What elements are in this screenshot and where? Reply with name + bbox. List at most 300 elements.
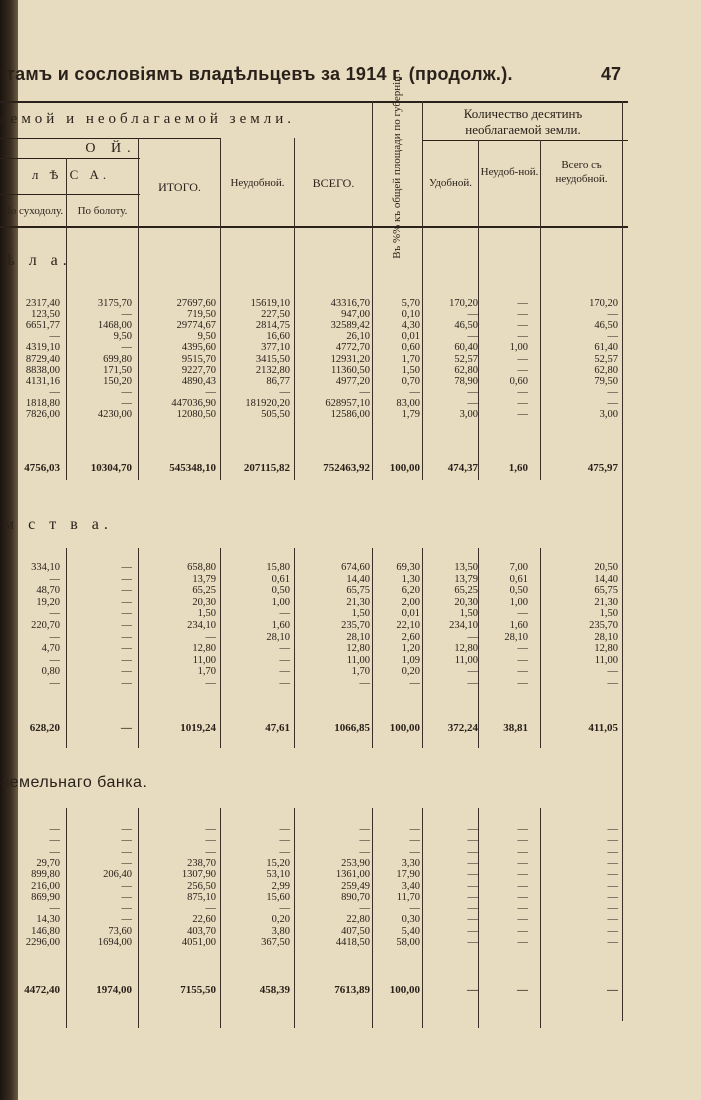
table-cell: — (467, 984, 478, 996)
table-cell: 2,99 (271, 880, 290, 892)
table-cell: — (467, 631, 478, 643)
total-row (0, 984, 701, 996)
table-cell: 1468,00 (97, 320, 132, 332)
table-cell: 3,00 (599, 409, 618, 420)
table-cell: — (121, 914, 132, 926)
table-cell: 100,00 (389, 462, 420, 474)
table-cell: 20,50 (594, 562, 618, 573)
table-row (0, 585, 701, 597)
table-cell: — (517, 397, 528, 409)
table-cell: — (49, 386, 60, 398)
table-cell: 234,10 (187, 620, 216, 631)
table-cell: 15,20 (266, 857, 290, 869)
table-cell: — (121, 846, 132, 858)
header-col6: Въ %% къ общей площади по губерніи. (391, 73, 403, 259)
table-cell: 28,10 (594, 631, 618, 643)
table-cell: — (467, 903, 478, 915)
table-cell: 1974,00 (96, 984, 132, 996)
table-cell: — (409, 678, 420, 689)
table-cell: 11,00 (454, 654, 478, 666)
table-cell: 674,60 (341, 562, 370, 573)
table-cell: — (467, 309, 478, 321)
table-cell: 3,40 (401, 880, 420, 892)
table-cell: 12586,00 (330, 409, 370, 420)
table-cell: 22,80 (346, 914, 370, 926)
table-cell: — (607, 386, 618, 398)
table-cell: — (467, 386, 478, 398)
table-cell: 15,80 (266, 562, 290, 573)
table-cell: — (467, 937, 478, 948)
table-cell: 447036,90 (171, 397, 216, 409)
table-cell: 20,30 (192, 596, 216, 608)
table-cell: — (517, 835, 528, 847)
table-row (0, 643, 701, 655)
table-cell: — (279, 824, 290, 835)
table-cell: 46,50 (594, 320, 618, 332)
table-row (0, 678, 701, 690)
table-cell: 4,70 (41, 643, 60, 655)
table-cell: 0,61 (509, 573, 528, 585)
table-cell: — (517, 925, 528, 937)
table-cell: 869,90 (31, 891, 60, 903)
table-cell: 22,60 (192, 914, 216, 926)
table-cell: 7613,89 (334, 984, 370, 996)
table-cell: 123,50 (31, 309, 60, 321)
table-cell: 4319,10 (25, 342, 60, 354)
table-cell: 7826,00 (25, 409, 60, 420)
table-cell: 171,50 (103, 364, 132, 376)
table-cell: 890,70 (341, 891, 370, 903)
table-cell: 11,00 (346, 654, 370, 666)
table-cell: 1066,85 (334, 722, 370, 734)
page-title: тамъ и сословіямъ владѣльцевъ за 1914 г. (продолж.). (6, 64, 513, 84)
table-cell: — (359, 678, 370, 689)
table-cell: — (409, 846, 420, 858)
table-cell: 28,10 (504, 631, 528, 643)
table-cell: 22,10 (396, 620, 420, 631)
table-cell: 545348,10 (169, 462, 216, 474)
table-cell: — (121, 903, 132, 915)
table-cell: 207115,82 (243, 462, 290, 474)
table-cell: 12080,50 (176, 409, 216, 420)
table-cell: 21,30 (346, 596, 370, 608)
table-cell: 0,60 (509, 375, 528, 387)
table-cell: — (121, 835, 132, 847)
table-cell: 181920,20 (245, 397, 290, 409)
table-cell: 86,77 (266, 375, 290, 387)
table-cell: 46,50 (454, 320, 478, 332)
table-row (0, 655, 701, 667)
table-cell: — (517, 937, 528, 948)
table-cell: — (49, 331, 60, 343)
table-row (0, 881, 701, 893)
header-group-sub: О Й. (85, 141, 137, 156)
table-cell: — (607, 824, 618, 835)
header-col1: По суходолу. (2, 205, 64, 217)
table-cell: 1,60 (509, 620, 528, 631)
table-cell: — (121, 678, 132, 689)
table-cell: 216,00 (31, 880, 60, 892)
table-cell: 1,50 (351, 608, 370, 620)
header-col4: Неудобной. (230, 177, 285, 189)
section-title-1: ѣ л а. (6, 252, 72, 269)
table-cell: 4230,00 (97, 409, 132, 420)
table-cell: 29774,67 (176, 320, 216, 332)
table-cell: 7155,50 (180, 984, 216, 996)
table-cell: 11,00 (594, 654, 618, 666)
table-cell: — (359, 846, 370, 858)
table-cell: 43316,70 (330, 298, 370, 309)
table-cell: — (205, 678, 216, 689)
header-rule-2 (0, 138, 220, 139)
table-cell: 13,50 (454, 562, 478, 573)
table-cell: 0,20 (271, 914, 290, 926)
header-group-right: Количество десятинъ необлагаемой земли. (463, 106, 583, 137)
table-cell: — (467, 914, 478, 926)
table-cell: 367,50 (261, 937, 290, 948)
table-cell: 4131,16 (25, 375, 60, 387)
table-cell: 899,80 (31, 869, 60, 881)
table-cell: 4472,40 (24, 984, 60, 996)
table-cell: — (467, 880, 478, 892)
header-rule-3 (0, 158, 140, 159)
table-cell: 0,50 (509, 585, 528, 597)
table-cell: — (205, 386, 216, 398)
table-cell: 32589,42 (330, 320, 370, 332)
table-cell: — (359, 835, 370, 847)
table-cell: 474,37 (447, 462, 478, 474)
table-cell: 719,50 (187, 309, 216, 321)
table-cell: 0,50 (271, 585, 290, 597)
table-row (0, 620, 701, 632)
table-cell: — (607, 937, 618, 948)
table-cell: — (607, 835, 618, 847)
table-cell: — (409, 386, 420, 398)
table-cell: 0,01 (401, 608, 420, 620)
table-cell: 259,49 (341, 880, 370, 892)
table-cell: 150,20 (103, 375, 132, 387)
table-cell: — (49, 846, 60, 858)
table-cell: — (121, 585, 132, 597)
table-cell: 7,00 (509, 562, 528, 573)
table-cell: — (49, 654, 60, 666)
table-cell: 65,25 (454, 585, 478, 597)
table-cell: — (121, 596, 132, 608)
table-cell: — (359, 824, 370, 835)
header-col9: Всего съ неудобной. (555, 159, 608, 185)
table-cell: — (279, 643, 290, 655)
table-cell: 79,50 (594, 375, 618, 387)
table-cell: 238,70 (187, 857, 216, 869)
table-cell: — (607, 984, 618, 996)
table-cell: 2296,00 (25, 937, 60, 948)
table-cell: — (121, 891, 132, 903)
section-title-2: м с т в а. (4, 516, 113, 533)
table-cell: 0,60 (401, 342, 420, 354)
table-cell: — (607, 397, 618, 409)
header-group-left: аемой и необлагаемой земли. (0, 111, 296, 127)
table-cell: — (517, 869, 528, 881)
table-cell: — (279, 608, 290, 620)
table-cell: — (467, 397, 478, 409)
table-cell: 1019,24 (180, 722, 216, 734)
table-cell: 1,60 (271, 620, 290, 631)
table-cell: — (49, 835, 60, 847)
header-rule-right (422, 140, 628, 141)
table-cell: 4,30 (401, 320, 420, 332)
table-cell: 1307,90 (181, 869, 216, 881)
header-col2: По болоту. (77, 205, 128, 217)
table-cell: 1,50 (401, 364, 420, 376)
table-cell: 2317,40 (25, 298, 60, 309)
table-cell: — (607, 914, 618, 926)
table-cell: — (205, 835, 216, 847)
table-cell: 12,80 (346, 643, 370, 655)
table-row (0, 608, 701, 620)
table-cell: — (517, 608, 528, 620)
table-cell: 505,50 (261, 409, 290, 420)
table-cell: 0,01 (401, 331, 420, 343)
table-cell: — (467, 925, 478, 937)
table-cell: 1,00 (509, 596, 528, 608)
table-cell: 3175,70 (97, 298, 132, 309)
table-cell: 28,10 (266, 631, 290, 643)
table-cell: — (279, 386, 290, 398)
table-cell: 170,20 (449, 298, 478, 309)
table-cell: — (607, 903, 618, 915)
table-cell: 4772,70 (335, 342, 370, 354)
table-cell: 14,40 (346, 573, 370, 585)
table-row (0, 666, 701, 678)
table-cell: 658,80 (187, 562, 216, 573)
table-cell: 28,10 (346, 631, 370, 643)
table-cell: 3,00 (459, 409, 478, 420)
table-cell: 1,50 (459, 608, 478, 620)
table-cell: — (121, 880, 132, 892)
table-cell: 12,80 (594, 643, 618, 655)
table-cell: 146,80 (31, 925, 60, 937)
table-row (0, 574, 701, 586)
table-cell: 1,30 (401, 573, 420, 585)
table-cell: — (517, 386, 528, 398)
table-cell: — (121, 309, 132, 321)
table-cell: — (517, 678, 528, 689)
table-cell: — (49, 824, 60, 835)
col-rule-6 (422, 101, 423, 480)
table-row (0, 903, 701, 915)
table-cell: — (607, 891, 618, 903)
table-cell: 628,20 (29, 722, 60, 734)
table-cell: 403,70 (187, 925, 216, 937)
table-cell: — (279, 903, 290, 915)
table-cell: 2,60 (401, 631, 420, 643)
table-cell: 2814,75 (255, 320, 290, 332)
table-cell: — (49, 608, 60, 620)
table-cell: 13,79 (192, 573, 216, 585)
table-cell: 458,39 (259, 984, 290, 996)
table-cell: 9227,70 (181, 364, 216, 376)
table-cell: 1,70 (351, 666, 370, 678)
table-cell: 12,80 (454, 643, 478, 655)
table-cell: 1,70 (401, 353, 420, 365)
table-cell: — (205, 824, 216, 835)
table-cell: — (517, 984, 528, 996)
table-cell: — (121, 631, 132, 643)
table-cell: — (517, 409, 528, 420)
table-cell: 234,10 (449, 620, 478, 631)
section-title-3: земельнаго банка. (2, 774, 148, 791)
table-cell: 220,70 (31, 620, 60, 631)
table-cell: — (205, 631, 216, 643)
table-cell: 83,00 (396, 397, 420, 409)
table-cell: 752463,92 (323, 462, 370, 474)
table-cell: — (121, 573, 132, 585)
table-cell: — (517, 903, 528, 915)
table-cell: 62,80 (594, 364, 618, 376)
header-bottom-rule (0, 226, 628, 228)
table-cell: — (517, 666, 528, 678)
table-cell: — (279, 666, 290, 678)
table-cell: 10304,70 (90, 462, 132, 474)
table-row (0, 824, 701, 836)
table-row (0, 847, 701, 859)
table-cell: — (279, 678, 290, 689)
table-cell: 73,60 (108, 925, 132, 937)
table-cell: 4395,60 (181, 342, 216, 354)
table-cell: 9,50 (197, 331, 216, 343)
table-cell: 69,30 (396, 562, 420, 573)
table-cell: 100,00 (389, 722, 420, 734)
table-cell: — (121, 386, 132, 398)
table-cell: 411,05 (588, 722, 618, 734)
table-row (0, 892, 701, 904)
table-cell: 14,40 (594, 573, 618, 585)
table-cell: 9515,70 (181, 353, 216, 365)
table-cell: — (279, 654, 290, 666)
table-cell: 0,70 (401, 375, 420, 387)
table-row (0, 937, 701, 949)
table-cell: 9,50 (113, 331, 132, 343)
table-cell: — (409, 903, 420, 915)
table-cell: — (121, 397, 132, 409)
table-cell: 13,79 (454, 573, 478, 585)
table-cell: — (121, 562, 132, 573)
table-cell: 26,10 (346, 331, 370, 343)
table-cell: 4977,20 (335, 375, 370, 387)
table-cell: — (121, 666, 132, 678)
table-cell: 29,70 (36, 857, 60, 869)
table-cell: — (49, 678, 60, 689)
table-cell: — (607, 925, 618, 937)
table-cell: — (517, 298, 528, 309)
table-cell: — (517, 880, 528, 892)
table-cell: — (467, 331, 478, 343)
table-cell: 475,97 (587, 462, 618, 474)
table-cell: 27697,60 (176, 298, 216, 309)
table-row (0, 562, 701, 574)
table-cell: 65,75 (346, 585, 370, 597)
table-cell: 0,30 (401, 914, 420, 926)
table-cell: 227,50 (261, 309, 290, 321)
table-cell: — (607, 309, 618, 321)
table-cell: — (121, 643, 132, 655)
table-cell: 5,40 (401, 925, 420, 937)
table-row (0, 597, 701, 609)
table-row (0, 869, 701, 881)
table-cell: 16,60 (266, 331, 290, 343)
table-cell: 1,60 (508, 462, 528, 474)
table-cell: — (607, 666, 618, 678)
table-cell: — (517, 364, 528, 376)
header-top-rule (0, 101, 628, 103)
table-cell: — (517, 643, 528, 655)
table-cell: — (121, 722, 132, 734)
table-cell: 1,70 (197, 666, 216, 678)
table-cell: 78,90 (454, 375, 478, 387)
table-cell: 6,20 (401, 585, 420, 597)
table-cell: 3,30 (401, 857, 420, 869)
table-cell: — (121, 608, 132, 620)
table-cell: 52,57 (594, 353, 618, 365)
table-cell: 170,20 (589, 298, 618, 309)
table-cell: — (607, 857, 618, 869)
table-cell: — (467, 869, 478, 881)
table-cell: 11,70 (396, 891, 420, 903)
table-cell: 1,00 (271, 596, 290, 608)
table-cell: — (607, 846, 618, 858)
table-cell: 377,10 (261, 342, 290, 354)
table-cell: — (607, 869, 618, 881)
table-cell: — (279, 835, 290, 847)
table-cell: 1,09 (401, 654, 420, 666)
table-cell: 38,81 (503, 722, 528, 734)
table-cell: — (467, 678, 478, 689)
header-col3: ИТОГО. (158, 180, 201, 194)
table-cell: 11,00 (192, 654, 216, 666)
table-cell: — (517, 353, 528, 365)
table-cell: 61,40 (594, 342, 618, 354)
table-cell: — (205, 903, 216, 915)
table-cell: — (121, 824, 132, 835)
table-cell: — (517, 309, 528, 321)
header-lesa: л Ѣ С А. (31, 167, 111, 182)
table-row (0, 858, 701, 870)
header-col5: ВСЕГО. (312, 176, 355, 190)
total-row (0, 722, 701, 734)
table-row (0, 632, 701, 644)
table-cell: 48,70 (36, 585, 60, 597)
table-cell: — (517, 857, 528, 869)
table-cell: — (467, 835, 478, 847)
table-cell: — (467, 891, 478, 903)
table-cell: 372,24 (447, 722, 478, 734)
header-col8: Неудоб-ной. (480, 166, 539, 178)
table-cell: 5,70 (401, 298, 420, 309)
table-cell: 0,10 (401, 309, 420, 321)
table-cell: 8838,00 (25, 364, 60, 376)
table-cell: — (49, 573, 60, 585)
table-cell: 4890,43 (181, 375, 216, 387)
table-cell: — (607, 678, 618, 689)
table-cell: 875,10 (187, 891, 216, 903)
table-cell: 4418,50 (335, 937, 370, 948)
table-cell: — (467, 846, 478, 858)
table-cell: 12,80 (192, 643, 216, 655)
table-cell: — (467, 824, 478, 835)
table-cell: 15619,10 (250, 298, 290, 309)
table-cell: 8729,40 (25, 353, 60, 365)
table-cell: 628957,10 (325, 397, 370, 409)
